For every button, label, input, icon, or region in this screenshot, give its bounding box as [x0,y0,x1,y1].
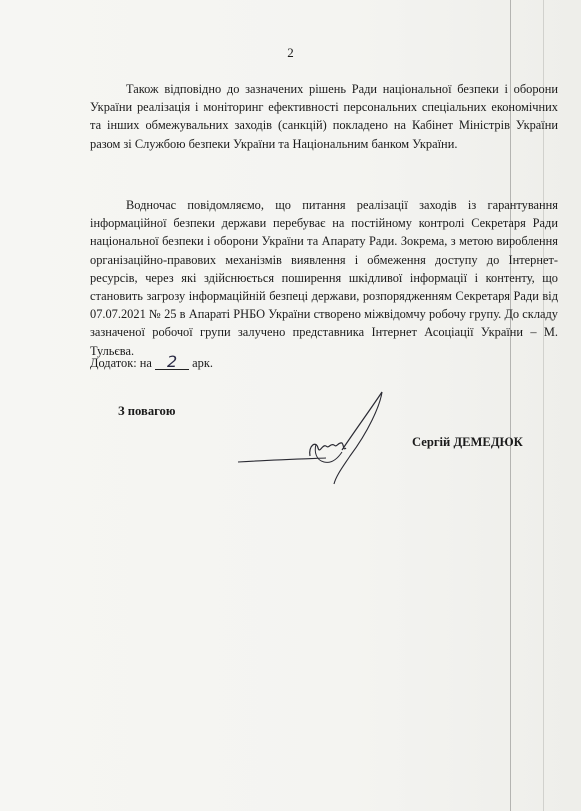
attachment-suffix: арк. [192,356,213,370]
handwritten-signature [230,388,390,488]
closing-phrase: З повагою [118,404,176,418]
signer-name: Сергій ДЕМЕДЮК [412,435,523,449]
paragraph-information-security [90,196,558,360]
attachment-prefix: Додаток: на [90,356,152,370]
paragraph-sanctions [90,80,558,153]
paragraph-text: Водночас повідомляємо, що питання реалізації заходів із гарантування інформаційної безпеки держави перебуває на постійному контролі Секретаря Ради національної безпеки і оборони України та Апарату Ради. Зокрема, з метою вироблення організаційно-правових механізмів виявлення і обмеження доступу до Інтернет-ресурсів, через які здійснюється поширення шкідливої інформації і контенту, що становить загрозу інформаційній безпеці держави, розпорядженням Секретаря Ради від 07.07.2021 № 25 в Апараті РНБО України створено міжвідомчу робочу групу. До складу зазначеної робочої групи залучено представника Інтернет Асоціації України – М. Тульєва. [90,198,558,358]
attachment-count-handwritten: 2 [155,355,189,370]
page-number: 2 [287,45,294,60]
paragraph-text: Також відповідно до зазначених рішень Ради національної безпеки і оборони України реалізація і моніторинг ефективності персональних спеціальних економічних та інших обмежувальних заходів (санкцій) покладено на Кабінет Міністрів України разом зі Службою безпеки України та Національним банком України. [90,82,558,151]
attachment-line [90,352,213,371]
